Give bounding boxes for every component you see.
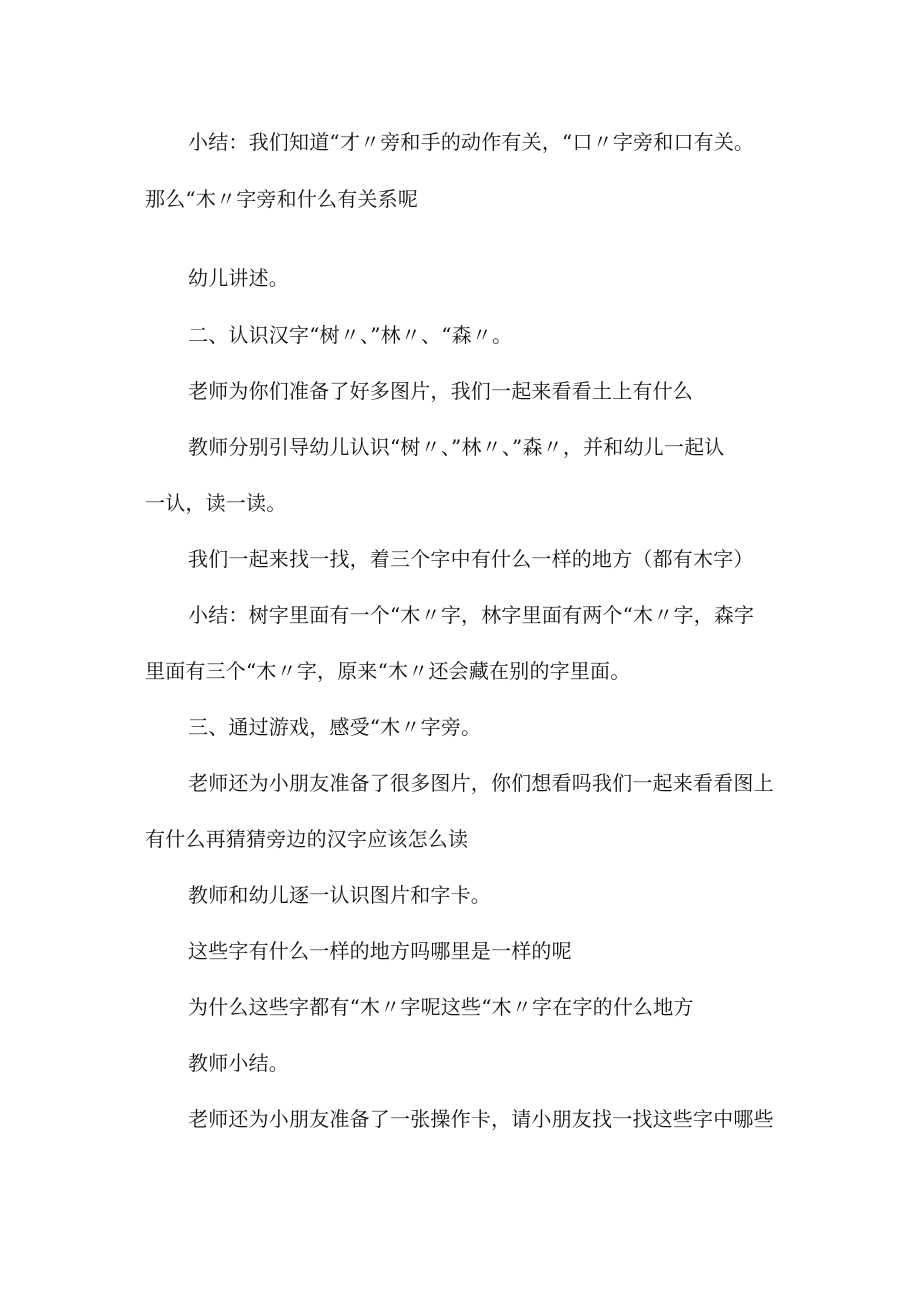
- section-heading-2: 二、认识汉字“树〃、”林〃、“森〃。: [188, 323, 513, 347]
- text-line-recognize: 教师和幼儿逐一认识图片和字卡。: [188, 883, 491, 907]
- text-line-question-1: 这些字有什么一样的地方吗哪里是一样的呢: [188, 939, 572, 963]
- text-line-guide-cont: 一认，读一读。: [145, 491, 287, 515]
- text-line-children-narrate: 幼儿讲述。: [188, 266, 289, 290]
- text-line-summary-1-cont: 那么“木〃字旁和什么有关系呢: [145, 187, 419, 211]
- text-line-question-2: 为什么这些字都有“木〃字呢这些“木〃字在字的什么地方: [188, 995, 694, 1019]
- text-line-guide: 教师分别引导幼儿认识“树〃、”林〃、”森〃，并和幼儿一起认: [188, 435, 725, 459]
- text-line-summary-2: 小结：树字里面有一个“木〃字，林字里面有两个“木〃字，森字: [188, 603, 755, 627]
- section-heading-3: 三、通过游戏，感受“木〃字旁。: [188, 715, 482, 739]
- text-line-more-pictures: 老师还为小朋友准备了很多图片，你们想看吗我们一起来看看图上: [188, 771, 774, 795]
- text-line-find: 我们一起来找一找，着三个字中有什么一样的地方（都有木字）: [188, 547, 754, 571]
- text-line-pictures: 老师为你们准备了好多图片，我们一起来看看土上有什么: [188, 379, 693, 403]
- text-line-more-pictures-cont: 有什么再猜猜旁边的汉字应该怎么读: [145, 827, 469, 851]
- text-line-summary-1: 小结：我们知道“才〃旁和手的动作有关，“口〃字旁和口有关。: [188, 130, 755, 154]
- text-line-summary-2-cont: 里面有三个“木〃字，原来“木〃还会藏在别的字里面。: [145, 659, 631, 683]
- text-line-teacher-summary: 教师小结。: [188, 1051, 289, 1075]
- text-line-operation-card: 老师还为小朋友准备了一张操作卡，请小朋友找一找这些字中哪些: [188, 1107, 774, 1131]
